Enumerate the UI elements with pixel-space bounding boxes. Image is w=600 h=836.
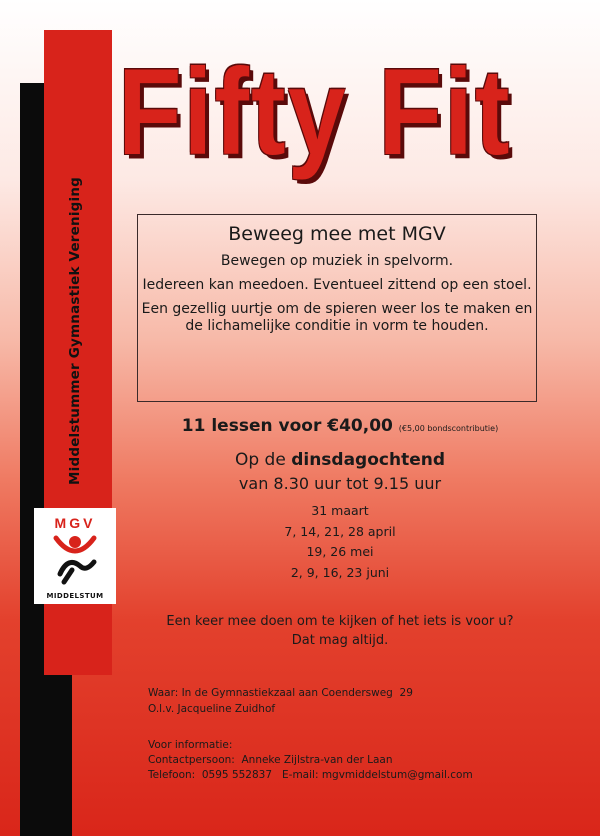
schedule-time: van 8.30 uur tot 9.15 uur xyxy=(238,474,442,493)
trial-line: Een keer mee doen om te kijken of het iets is voor u? xyxy=(166,614,514,629)
contact-phone-email: Telefoon: 0595 552837 E-mail: mgvmiddelstum@gmail.com xyxy=(148,769,473,781)
schedule-date: 19, 26 mei xyxy=(306,544,374,559)
contact-heading: Voor informatie: xyxy=(148,739,233,751)
mgv-logo xyxy=(34,508,116,604)
schedule-date: 31 maart xyxy=(311,503,369,518)
info-line: Bewegen op muziek in spelvorm. xyxy=(220,253,454,269)
schedule-prefix: Op de xyxy=(234,450,292,470)
location-where: Waar: In de Gymnastiekzaal aan Coendersweg 29 xyxy=(148,687,413,699)
logo-letters: MGV xyxy=(54,515,96,531)
logo-caption: MIDDELSTUM xyxy=(46,592,104,600)
info-line: Iedereen kan meedoen. Eventueel zittend op een stoel. xyxy=(142,277,532,293)
contact-info xyxy=(148,738,473,783)
contact-person: Contactpersoon: Anneke Zijlstra-van der Laan xyxy=(148,754,393,766)
info-box xyxy=(137,214,537,402)
price-line xyxy=(140,416,540,436)
trial-invitation xyxy=(140,612,540,650)
schedule-day: dinsdagochtend xyxy=(291,450,446,470)
info-heading: Beweeg mee met MGV xyxy=(228,223,446,245)
mgv-figure-icon xyxy=(34,508,116,588)
price-note: (€5,00 bondscontributie) xyxy=(398,424,499,433)
location-info xyxy=(148,685,413,717)
schedule-date: 2, 9, 16, 23 juni xyxy=(290,564,390,580)
club-name-vertical: Middelstummer Gymnastiek Vereniging xyxy=(67,176,83,485)
trial-line: Dat mag altijd. xyxy=(291,633,389,648)
poster-title: Fifty Fit xyxy=(118,44,512,182)
schedule xyxy=(140,450,540,583)
schedule-day-line xyxy=(140,450,540,470)
price-main: 11 lessen voor €40,00 xyxy=(181,416,393,436)
schedule-date: 7, 14, 21, 28 april xyxy=(284,523,396,539)
location-instructor: O.l.v. Jacqueline Zuidhof xyxy=(148,703,276,715)
info-line: Een gezellig uurtje om de spieren weer los te maken en de lichamelijke conditie in vorm te houden. xyxy=(141,301,533,334)
